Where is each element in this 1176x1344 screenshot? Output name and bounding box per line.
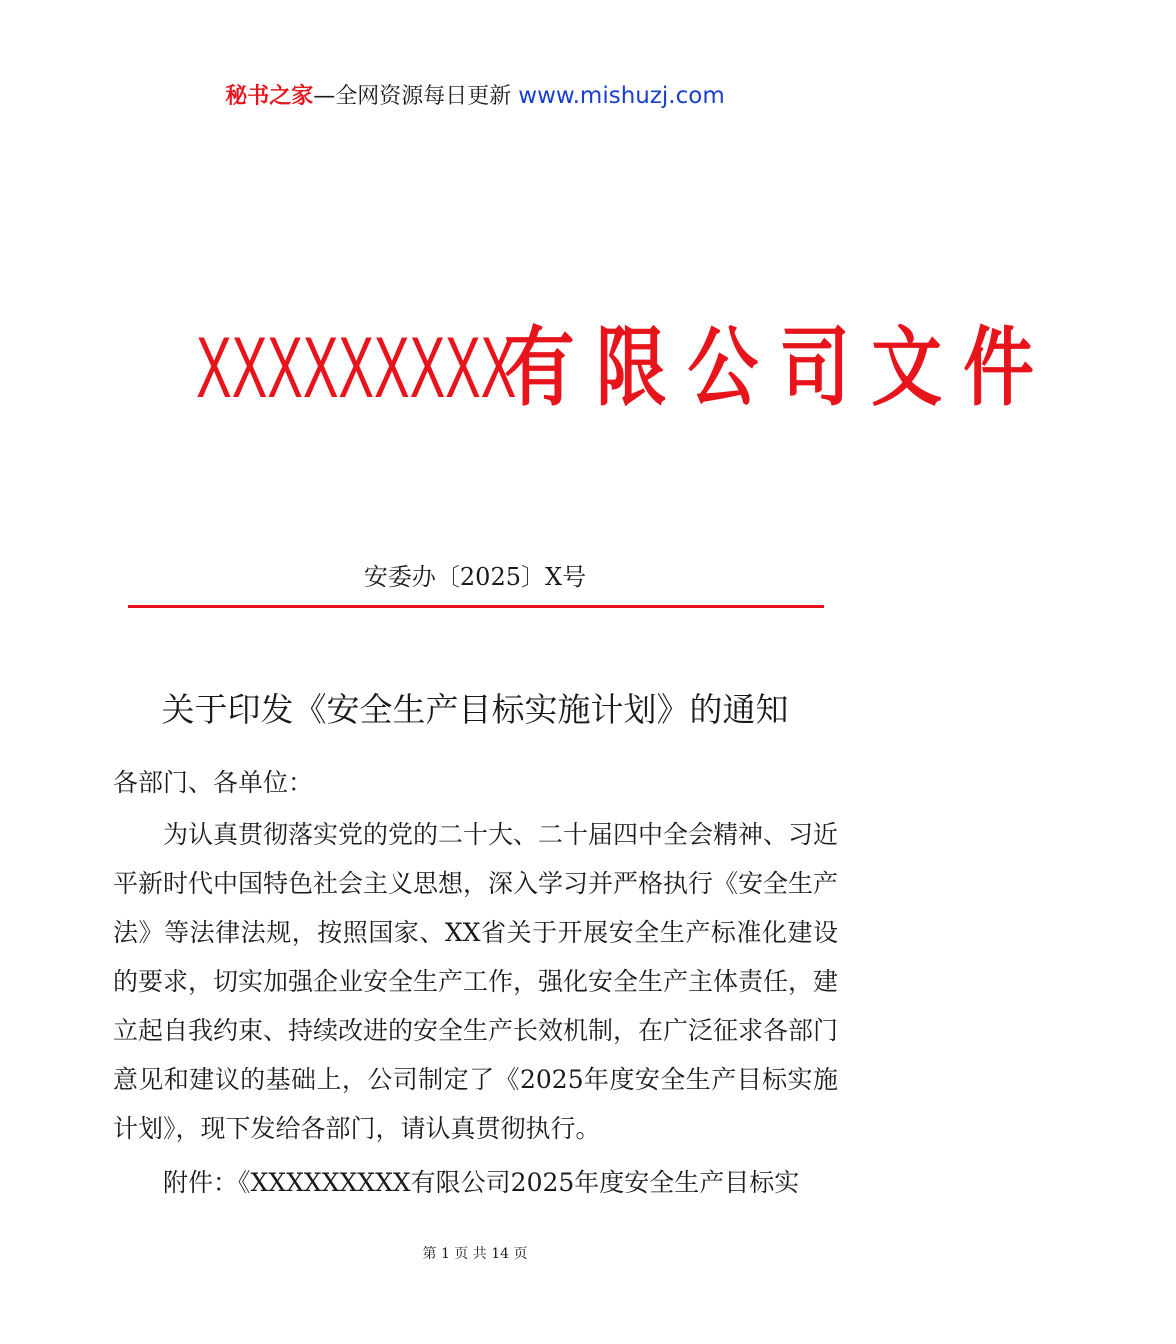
site-name: 秘书之家 [225, 84, 314, 109]
document-title: 关于印发《安全生产目标实施计划》的通知 [161, 690, 789, 729]
salutation: 各部门、各单位： [113, 768, 314, 797]
site-url-link[interactable]: www.mishuzj.com [518, 83, 725, 109]
body-paragraph: 为认真贯彻落实党的党的二十大、二十届四中全会精神、习近平新时代中国特色社会主义思想，深入学习并严格执行《安全生产法》等法律法规，按照国家、XX省关于开展安全生产标准化建设的要求，切实加强企业安全生产工作，强化安全生产主体责任，建立起自我约束、持续改进的安全生产长效机制，在广泛征求各部门意见和建议的基础上，公司制定了《2025年度安全生产目标实施计划》，现下发给各部门，请认真贯彻执行。 [113, 820, 839, 1143]
body-text [113, 810, 838, 1153]
document-number: 安委办〔2025〕X号 [363, 563, 587, 591]
site-banner [0, 80, 950, 113]
header-suffix: 有限公司文件 [504, 318, 1056, 418]
document-red-header [0, 318, 1056, 418]
page-number-footer: 第 1 页 共 14 页 [422, 1246, 528, 1262]
attachment-line: 附件：《XXXXXXXXX有限公司2025年度安全生产目标实 [163, 1168, 800, 1197]
red-divider-line [128, 605, 824, 608]
company-placeholder: XXXXXXXXX [196, 320, 517, 416]
site-tagline: —全网资源每日更新 [313, 84, 512, 109]
